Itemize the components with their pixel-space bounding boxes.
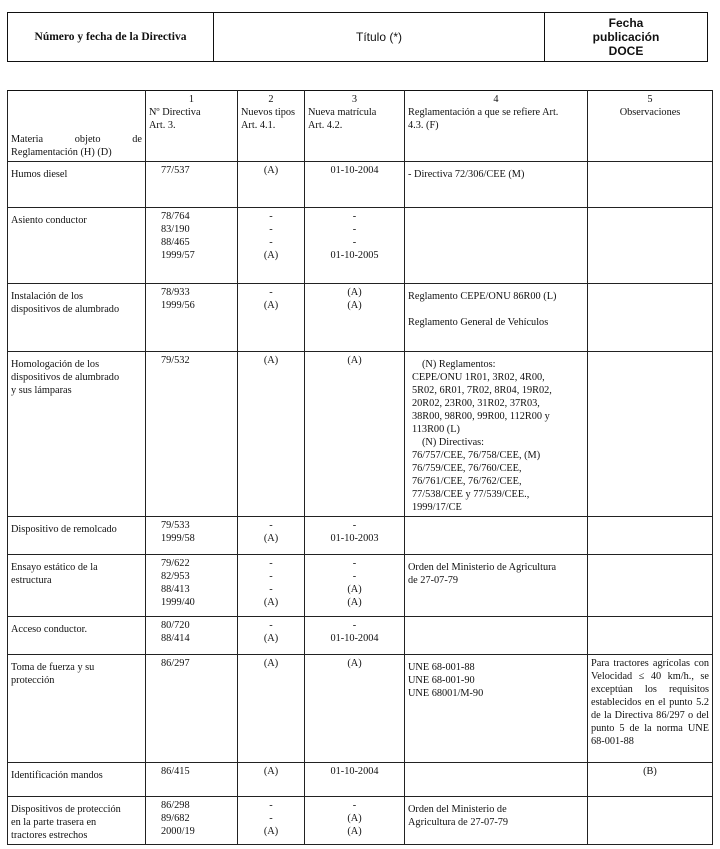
reglamentacion-cell (405, 555, 588, 617)
nuevos-tipos-cell (238, 208, 305, 284)
directiva-cell (146, 517, 238, 555)
nueva-matricula-line: (A) (347, 355, 362, 366)
reglamentacion-line: Agricultura de 27-07-79 (408, 817, 509, 828)
directiva-line: 79/622 (161, 558, 190, 569)
reglamentacion-line: 113R00 (L) (412, 424, 460, 435)
reglamentacion-line: 76/759/CEE, 76/760/CEE, (412, 463, 522, 474)
col-number: 4 (493, 94, 499, 105)
directiva-cell (146, 655, 238, 763)
nuevos-tipos-cell (238, 797, 305, 845)
nuevos-tipos-line: - (269, 584, 273, 595)
col-header-line: Nuevos tipos (241, 107, 296, 118)
materia-line: Homologación de los (11, 359, 100, 370)
table-row (8, 517, 713, 555)
reglamentacion-line: 1999/17/CE (412, 502, 462, 513)
nueva-matricula-line: (A) (347, 826, 362, 837)
nueva-matricula-line: 01-10-2004 (330, 633, 379, 644)
nuevos-tipos-line: - (269, 558, 273, 569)
directiva-line: 78/933 (161, 287, 190, 298)
observaciones-cell (588, 617, 713, 655)
nuevos-tipos-line: (A) (263, 597, 279, 608)
nueva-matricula-line: (A) (347, 300, 362, 311)
materia-cell (8, 797, 146, 845)
table-row (8, 617, 713, 655)
reglamentacion-line: 5R02, 6R01, 7R02, 8R04, 19R02, (412, 385, 552, 396)
materia-cell (8, 763, 146, 797)
nueva-matricula-line: - (352, 237, 357, 248)
nueva-matricula-line: (A) (347, 658, 362, 669)
observaciones-cell (588, 208, 713, 284)
materia-cell (8, 517, 146, 555)
materia-cell (8, 617, 146, 655)
materia-line: Dispositivo de remolcado (11, 524, 117, 535)
materia-line: Dispositivos de protección (11, 804, 121, 815)
header-fecha-publicacion (545, 13, 708, 62)
col-header-reglamentacion (405, 91, 588, 162)
reglamentacion-cell (405, 617, 588, 655)
materia-cell (8, 208, 146, 284)
col-header-line: Nº Directiva (149, 107, 201, 118)
materia-cell (8, 162, 146, 208)
materia-line: en la parte trasera en (11, 817, 97, 828)
directiva-line: 79/533 (161, 520, 190, 531)
materia-line: Acceso conductor. (11, 624, 88, 635)
directiva-line: 2000/19 (161, 826, 195, 837)
nueva-matricula-line: (A) (347, 287, 362, 298)
table-row (8, 208, 713, 284)
reglamentacion-line: Orden del Ministerio de (408, 804, 507, 815)
nueva-matricula-line: 01-10-2004 (330, 165, 379, 176)
materia-word: Materia (11, 134, 44, 145)
observaciones-cell (588, 284, 713, 352)
column-header-row (8, 91, 713, 162)
reglamentacion-line: 38R00, 98R00, 99R00, 112R00 y (412, 411, 550, 422)
nueva-matricula-line: 01-10-2005 (330, 250, 379, 261)
nuevos-tipos-cell (238, 162, 305, 208)
directiva-line: 86/415 (161, 766, 190, 777)
observaciones-line: (B) (643, 766, 657, 777)
nuevos-tipos-line: - (269, 520, 273, 531)
reglamentacion-line: UNE 68-001-90 (408, 675, 475, 686)
reglamentacion-line: (N) Reglamentos: (422, 359, 496, 370)
directiva-line: 1999/58 (161, 533, 195, 544)
directiva-line: 83/190 (161, 224, 190, 235)
nuevos-tipos-cell (238, 517, 305, 555)
nuevos-tipos-cell (238, 617, 305, 655)
materia-line: Instalación de los (11, 291, 84, 302)
directiva-line: 86/298 (161, 800, 190, 811)
directive-header-box (7, 12, 708, 62)
materia-line: estructura (11, 575, 52, 586)
materia-line: dispositivos de alumbrado (11, 372, 120, 383)
nueva-matricula-line: - (352, 211, 357, 222)
nuevos-tipos-line: (A) (263, 633, 279, 644)
header-fecha-line: Fecha (608, 16, 644, 30)
nuevos-tipos-line: - (269, 224, 273, 235)
nuevos-tipos-line: - (269, 237, 273, 248)
materia-word: de (132, 134, 142, 145)
col-header-nuevos (238, 91, 305, 162)
reglamentacion-cell (405, 763, 588, 797)
nueva-matricula-line: (A) (347, 597, 362, 608)
nuevos-tipos-line: (A) (263, 165, 279, 176)
col-header-directiva (146, 91, 238, 162)
directiva-cell (146, 284, 238, 352)
reglamentacion-line: 20R02, 23R00, 31R02, 37R03, (412, 398, 540, 409)
reglamentacion-line: de 27-07-79 (408, 575, 459, 586)
header-numero-fecha: Número y fecha de la Directiva (8, 13, 214, 62)
nueva-matricula-line: (A) (347, 813, 362, 824)
reglamentacion-line: 76/757/CEE, 76/758/CEE, (M) (412, 450, 541, 461)
table-row (8, 797, 713, 845)
materia-line: Humos diesel (11, 169, 68, 180)
observaciones-cell (588, 162, 713, 208)
materia-cell (8, 284, 146, 352)
nueva-matricula-line: - (352, 620, 357, 631)
nueva-matricula-line: 01-10-2003 (330, 533, 379, 544)
materia-line: Ensayo estático de la (11, 562, 98, 573)
nueva-matricula-cell (305, 162, 405, 208)
directiva-line: 78/764 (161, 211, 190, 222)
reglamentacion-cell (405, 208, 588, 284)
directiva-cell (146, 208, 238, 284)
header-titulo: Título (*) (214, 13, 545, 62)
materia-line: Identificación mandos (11, 770, 103, 781)
directiva-line: 88/413 (161, 584, 190, 595)
observaciones-cell (588, 352, 713, 517)
nuevos-tipos-line: (A) (263, 658, 279, 669)
nueva-matricula-line: - (352, 800, 357, 811)
nueva-matricula-line: - (352, 571, 357, 582)
nuevos-tipos-line: - (269, 571, 273, 582)
materia-word: objeto (74, 134, 101, 145)
nuevos-tipos-cell (238, 352, 305, 517)
nueva-matricula-cell (305, 555, 405, 617)
nueva-matricula-line: - (352, 558, 357, 569)
header-doce-line: DOCE (608, 44, 644, 58)
directiva-line: 1999/40 (161, 597, 195, 608)
reglamentacion-cell (405, 284, 588, 352)
nuevos-tipos-line: (A) (263, 533, 279, 544)
table-row (8, 352, 713, 517)
col-number: 1 (188, 94, 195, 105)
nuevos-tipos-line: - (269, 287, 273, 298)
nueva-matricula-cell (305, 517, 405, 555)
col-header-line: Art. 4.1. (241, 120, 276, 131)
nueva-matricula-line: 01-10-2004 (330, 766, 379, 777)
directiva-cell (146, 162, 238, 208)
nueva-matricula-cell (305, 617, 405, 655)
nuevos-tipos-line: (A) (263, 355, 279, 366)
nueva-matricula-cell (305, 352, 405, 517)
table-row (8, 284, 713, 352)
nueva-matricula-line: - (352, 224, 357, 235)
nuevos-tipos-line: - (269, 620, 273, 631)
directiva-cell (146, 352, 238, 517)
col-header-line: Reglamentación a que se refiere Art. (408, 107, 559, 118)
directiva-cell (146, 797, 238, 845)
col-header-line: 4.3. (F) (408, 120, 439, 131)
materia-line: y sus lámparas (11, 385, 72, 396)
nuevos-tipos-cell (238, 284, 305, 352)
materia-line: Toma de fuerza y su (11, 662, 95, 673)
reglamentacion-line: Reglamento General de Vehículos (408, 317, 549, 328)
nuevos-tipos-line: (A) (263, 826, 279, 837)
nueva-matricula-line: (A) (347, 584, 362, 595)
nuevos-tipos-cell (238, 655, 305, 763)
directiva-line: 79/532 (161, 355, 190, 366)
materia-header-words (11, 133, 142, 146)
directiva-line: 88/465 (161, 237, 190, 248)
nuevos-tipos-cell (238, 555, 305, 617)
nueva-matricula-cell (305, 208, 405, 284)
col-number: 3 (351, 94, 358, 105)
reglamentacion-line: - Directiva 72/306/CEE (M) (408, 169, 525, 180)
nueva-matricula-line: - (352, 520, 357, 531)
directiva-line: 82/953 (161, 571, 190, 582)
materia-cell (8, 555, 146, 617)
observaciones-cell (588, 517, 713, 555)
materia-line: dispositivos de alumbrado (11, 304, 120, 315)
observaciones-cell (588, 555, 713, 617)
reglamentacion-line (408, 303, 584, 316)
nuevos-tipos-line: - (269, 211, 273, 222)
nuevos-tipos-line: (A) (263, 250, 279, 261)
nuevos-tipos-line: (A) (263, 300, 279, 311)
observaciones-cell (588, 763, 713, 797)
reglamentacion-line: (N) Directivas: (422, 437, 485, 448)
nueva-matricula-cell (305, 763, 405, 797)
table-row (8, 763, 713, 797)
observacion-text: Para tractores agrícolas con Velocidad ≤ 40 km/h., se exceptúan los requisitos establecidos en el punto 5.2 de la Directiva 86/297 o del punto 5 de la norma UNE 68-001-88 (591, 658, 709, 747)
col-header-line: Art. 4.2. (308, 120, 343, 131)
col-header-line: Art. 3. (149, 120, 176, 131)
col-header-line: Observaciones (619, 107, 681, 118)
materia-cell (8, 352, 146, 517)
col-number: 5 (647, 94, 653, 105)
header-publicacion-line: publicación (592, 30, 660, 44)
table-row (8, 655, 713, 763)
materia-line: protección (11, 675, 55, 686)
reglamentacion-cell (405, 162, 588, 208)
reglamentacion-line: UNE 68-001-88 (408, 662, 475, 673)
directiva-cell (146, 617, 238, 655)
nuevos-tipos-line: (A) (263, 766, 279, 777)
table-row (8, 555, 713, 617)
regulation-table (7, 90, 713, 845)
reglamentacion-line: Orden del Ministerio de Agricultura (408, 562, 557, 573)
nueva-matricula-cell (305, 655, 405, 763)
directiva-line: 80/720 (161, 620, 190, 631)
materia-line: tractores estrechos (11, 830, 88, 841)
directiva-cell (146, 763, 238, 797)
nueva-matricula-cell (305, 284, 405, 352)
col-number: 2 (268, 94, 274, 105)
reglamentacion-cell (405, 352, 588, 517)
materia-cell (8, 655, 146, 763)
col-header-line: Nueva matrícula (308, 107, 377, 118)
materia-header-line2: Reglamentación (H) (D) (11, 147, 112, 158)
directiva-line: 89/682 (161, 813, 190, 824)
reglamentacion-cell (405, 655, 588, 763)
reglamentacion-line: 76/761/CEE, 76/762/CEE, (412, 476, 522, 487)
materia-line: Asiento conductor (11, 215, 87, 226)
reglamentacion-line: Reglamento CEPE/ONU 86R00 (L) (408, 291, 557, 302)
directiva-line: 86/297 (161, 658, 190, 669)
directiva-line: 1999/57 (161, 250, 195, 261)
reglamentacion-line: CEPE/ONU 1R01, 3R02, 4R00, (412, 372, 545, 383)
observaciones-cell (588, 655, 713, 763)
directiva-line: 77/537 (161, 165, 190, 176)
directiva-line: 1999/56 (161, 300, 195, 311)
reglamentacion-cell (405, 517, 588, 555)
col-header-matricula (305, 91, 405, 162)
reglamentacion-cell (405, 797, 588, 845)
nuevos-tipos-line: - (269, 800, 273, 811)
nuevos-tipos-line: - (269, 813, 273, 824)
table-row (8, 162, 713, 208)
col-header-observaciones (588, 91, 713, 162)
directiva-line: 88/414 (161, 633, 190, 644)
col-header-materia (8, 91, 146, 162)
observaciones-cell (588, 797, 713, 845)
reglamentacion-line: UNE 68001/M-90 (408, 688, 484, 699)
nueva-matricula-cell (305, 797, 405, 845)
nuevos-tipos-cell (238, 763, 305, 797)
directiva-cell (146, 555, 238, 617)
reglamentacion-line: 77/538/CEE y 77/539/CEE., (412, 489, 530, 500)
